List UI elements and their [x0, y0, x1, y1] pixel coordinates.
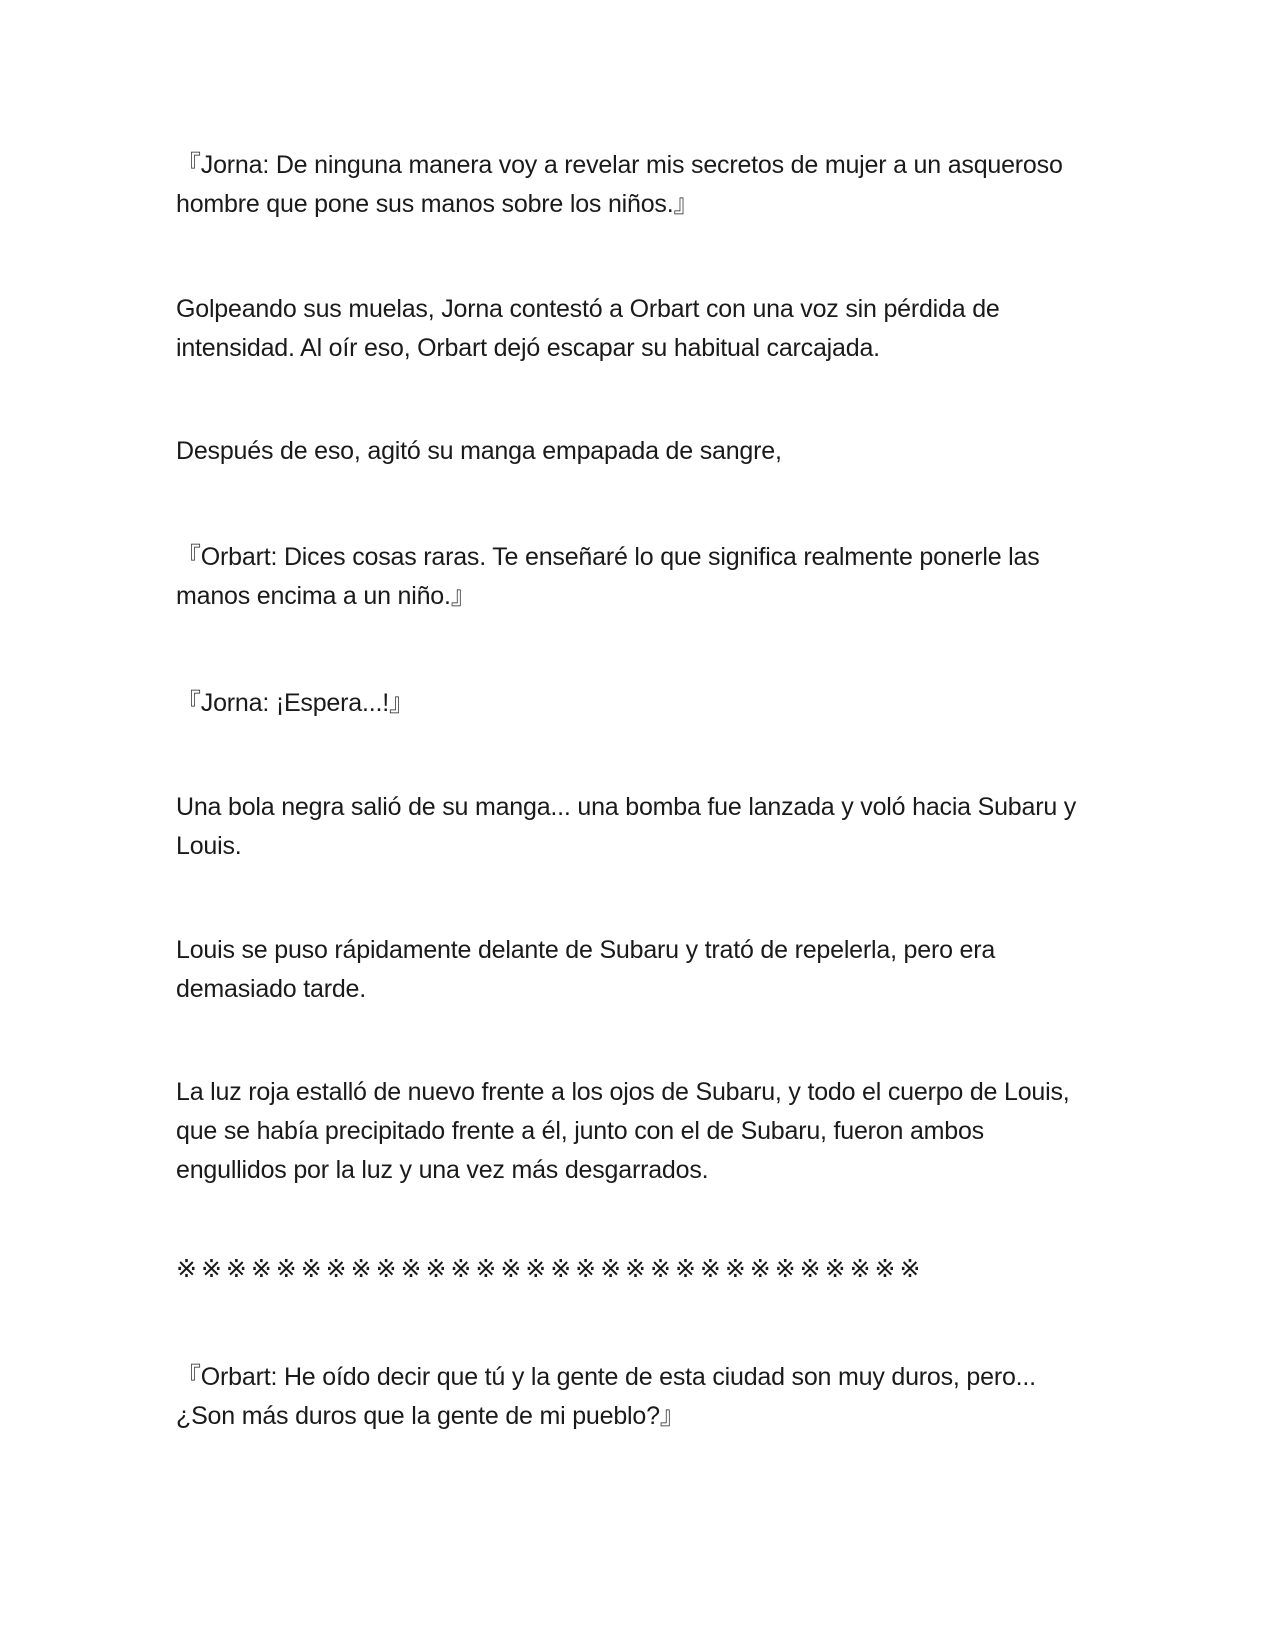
narration-sleeve: Después de eso, agitó su manga empapada de sangre, — [176, 437, 782, 465]
narration-black-ball: Una bola negra salió de su manga... una bomba fue lanzada y voló hacia Subaru y Louis. — [176, 793, 1077, 860]
dialogue-orbart-strange: 『Orbart: Dices cosas raras. Te enseñaré lo que significa realmente ponerle las manos encima a un niño.』 — [176, 543, 1040, 610]
narration-louis-repel: Louis se puso rápidamente delante de Subaru y trató de repelerla, pero era demasiado tarde. — [176, 936, 996, 1003]
narration-jorna-reply: Golpeando sus muelas, Jorna contestó a Orbart con una voz sin pérdida de intensidad. Al oír eso, Orbart dejó escapar su habitual carcajada. — [176, 295, 1000, 362]
dialogue-jorna-secrets: 『Jorna: De ninguna manera voy a revelar mis secretos de mujer a un asqueroso hombre que pone sus manos sobre los niños.』 — [176, 151, 1063, 218]
scene-separator: ※※※※※※※※※※※※※※※※※※※※※※※※※※※※※※ — [176, 1255, 925, 1283]
dialogue-jorna-wait: 『Jorna: ¡Espera...!』 — [176, 689, 414, 717]
narration-red-light: La luz roja estalló de nuevo frente a los ojos de Subaru, y todo el cuerpo de Louis, que se había precipitado frente a él, junto con el de Subaru, fueron ambos engullidos por la luz y una vez más desgarrados. — [176, 1078, 1070, 1184]
dialogue-orbart-tough: 『Orbart: He oído decir que tú y la gente de esta ciudad son muy duros, pero... ¿Son más duros que la gente de mi pueblo?』 — [176, 1363, 1036, 1430]
